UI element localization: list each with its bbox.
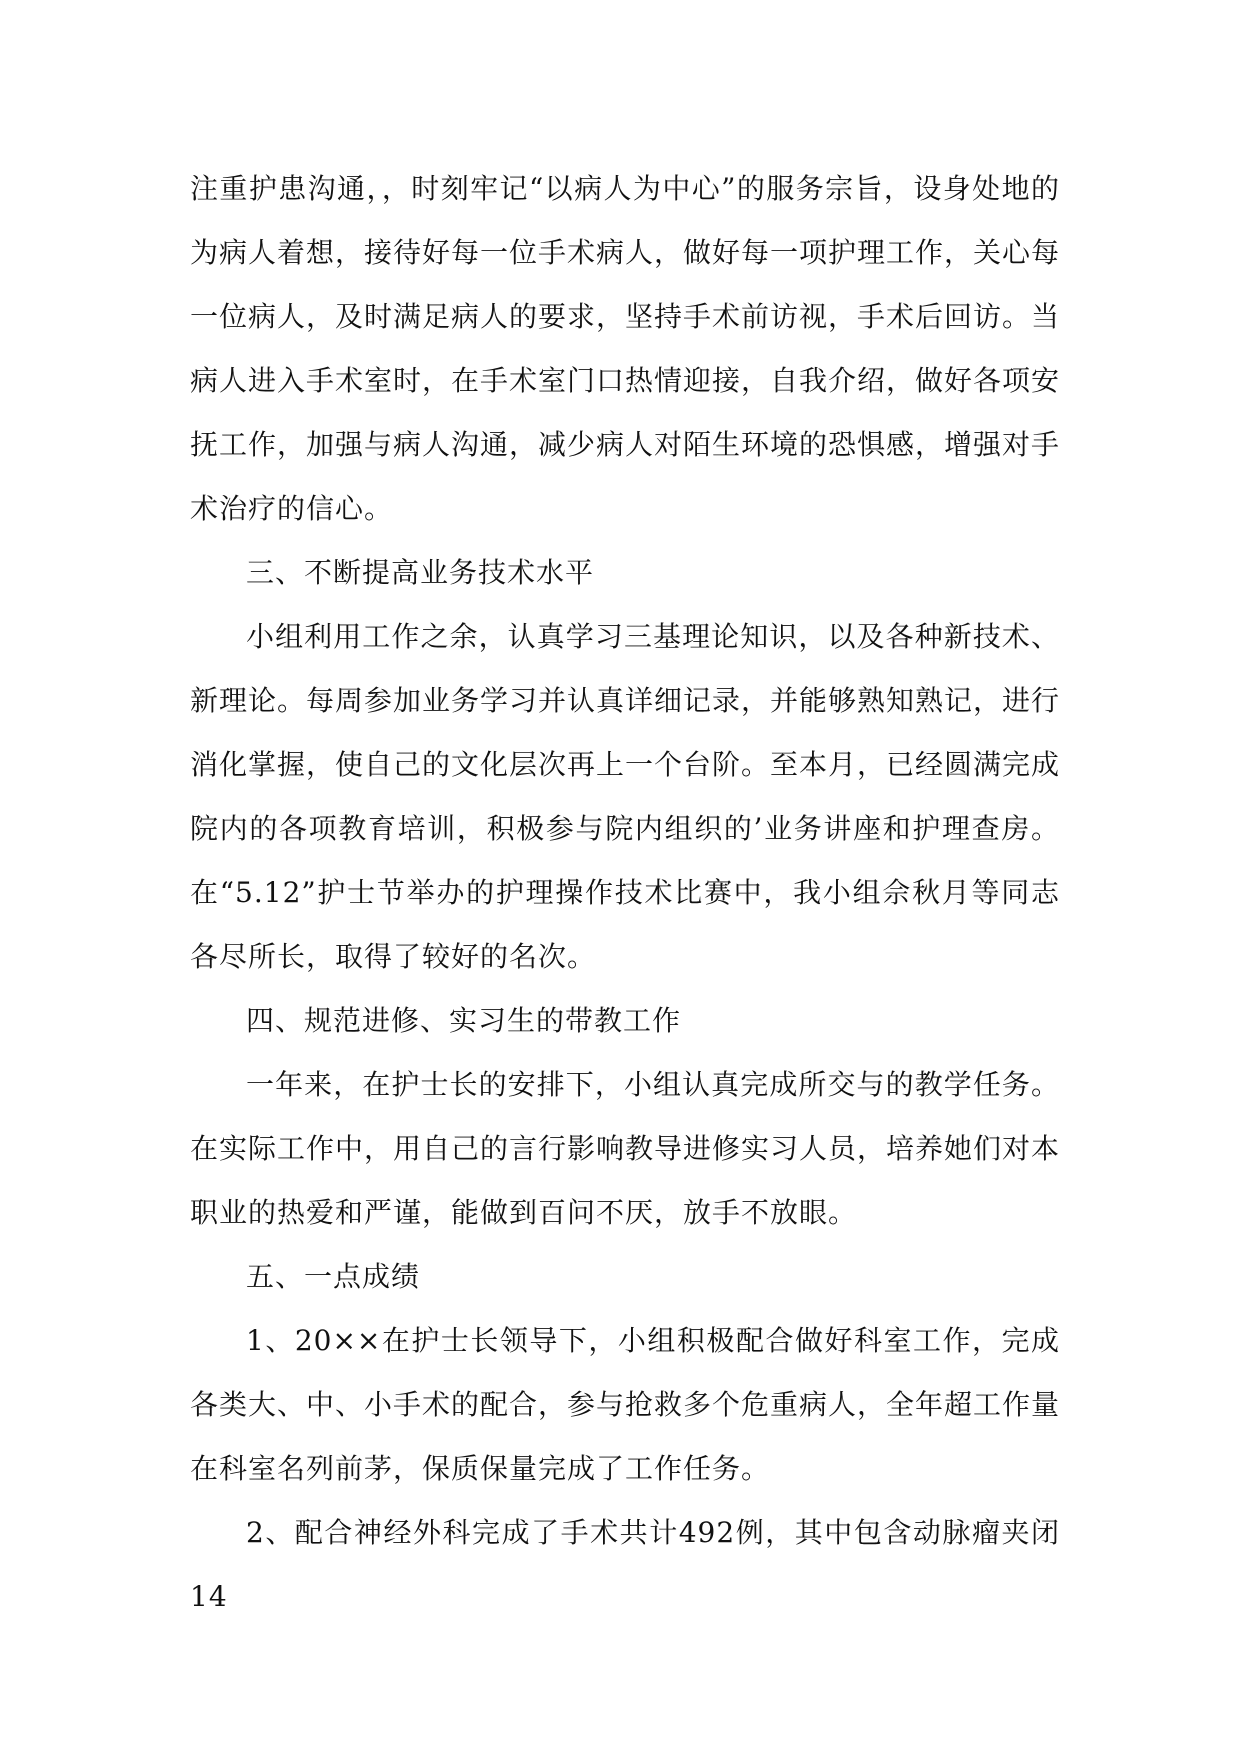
document-page [190, 157, 1060, 1629]
paragraph-achievement-2: 2、配合神经外科完成了手术共计492例，其中包含动脉瘤夹闭14 [190, 1516, 1060, 1613]
paragraph-teaching-work: 一年来，在护士长的安排下，小组认真完成所交与的教学任务。在实际工作中，用自己的言行影响教导进修实习人员，培养她们对本职业的热爱和严谨，能做到百问不厌，放手不放眼。 [190, 1068, 1061, 1229]
section-heading-4: 四、规范进修、实习生的带教工作 [246, 1004, 682, 1037]
paragraph-achievement-1: 1、20××在护士长领导下，小组积极配合做好科室工作，完成各类大、中、小手术的配合，参与抢救多个危重病人，全年超工作量在科室名列前茅，保质保量完成了工作任务。 [190, 1324, 1061, 1485]
paragraph-patient-communication: 注重护患沟通，，时刻牢记“以病人为中心”的服务宗旨，设身处地的为病人着想，接待好每一位手术病人，做好每一项护理工作，关心每一位病人，及时满足病人的要求，坚持手术前访视，手术后回访。当病人进入手术室时，在手术室门口热情迎接，自我介绍，做好各项安抚工作，加强与病人沟通，减少病人对陌生环境的恐惧感，增强对手术治疗的信心。 [190, 172, 1061, 525]
section-heading-3: 三、不断提高业务技术水平 [246, 556, 595, 589]
section-heading-5: 五、一点成绩 [246, 1260, 421, 1293]
paragraph-skills-improvement: 小组利用工作之余，认真学习三基理论知识，以及各种新技术、新理论。每周参加业务学习并认真详细记录，并能够熟知熟记，进行消化掌握，使自己的文化层次再上一个台阶。至本月，已经圆满完成院内的各项教育培训，积极参与院内组织的’业务讲座和护理查房。在“5.12”护士节举办的护理操作技术比赛中，我小组佘秋月等同志各尽所长，取得了较好的名次。 [190, 620, 1061, 973]
